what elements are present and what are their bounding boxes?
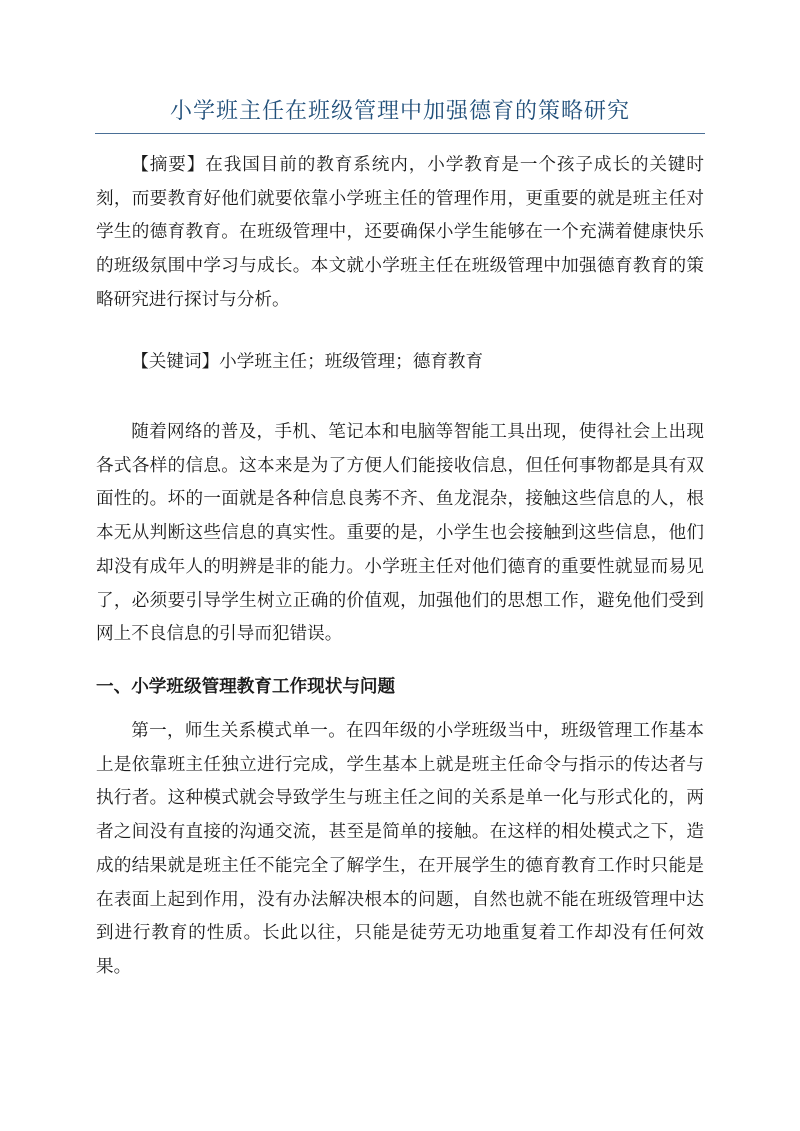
document-title: 小学班主任在班级管理中加强德育的策略研究 [169, 99, 630, 124]
intro-paragraph: 随着网络的普及，手机、笔记本和电脑等智能工具出现，使得社会上出现各式各样的信息。这本来是为了方便人们能接收信息，但任何事物都是具有双面性的。坏的一面就是各种信息良莠不齐、鱼龙混杂，接触这些信息的人，根本无从判断这些信息的真实性。重要的是，小学生也会接触到这些信息，他们却没有成年人的明辨是非的能力。小学班主任对他们德育的重要性就显而易见了，必须要引导学生树立正确的价值观，加强他们的思想工作，避免他们受到网上不良信息的引导而犯错误。 [96, 422, 704, 645]
keywords-paragraph: 【关键词】小学班主任；班级管理；德育教育 [131, 352, 484, 372]
title-underline [95, 133, 705, 134]
section-paragraph: 第一，师生关系模式单一。在四年级的小学班级当中，班级管理工作基本上是依靠班主任独立进行完成，学生基本上就是班主任命令与指示的传达者与执行者。这种模式就会导致学生与班主任之间的关系是单一化与形式化的，两者之间没有直接的沟通交流，甚至是简单的接触。在这样的相处模式之下，造成的结果就是班主任不能完全了解学生，在开展学生的德育教育工作时只能是在表面上起到作用，没有办法解决根本的问题，自然也就不能在班级管理中达到进行教育的性质。长此以往，只能是徒劳无功地重复着工作却没有任何效果。 [96, 721, 704, 977]
abstract-paragraph: 【摘要】在我国目前的教育系统内，小学教育是一个孩子成长的关键时刻，而要教育好他们就要依靠小学班主任的管理作用，更重要的就是班主任对学生的德育教育。在班级管理中，还要确保小学生能够在一个充满着健康快乐的班级氛围中学习与成长。本文就小学班主任在班级管理中加强德育教育的策略研究进行探讨与分析。 [96, 155, 704, 310]
section-heading: 一、小学班级管理教育工作现状与问题 [96, 676, 396, 697]
